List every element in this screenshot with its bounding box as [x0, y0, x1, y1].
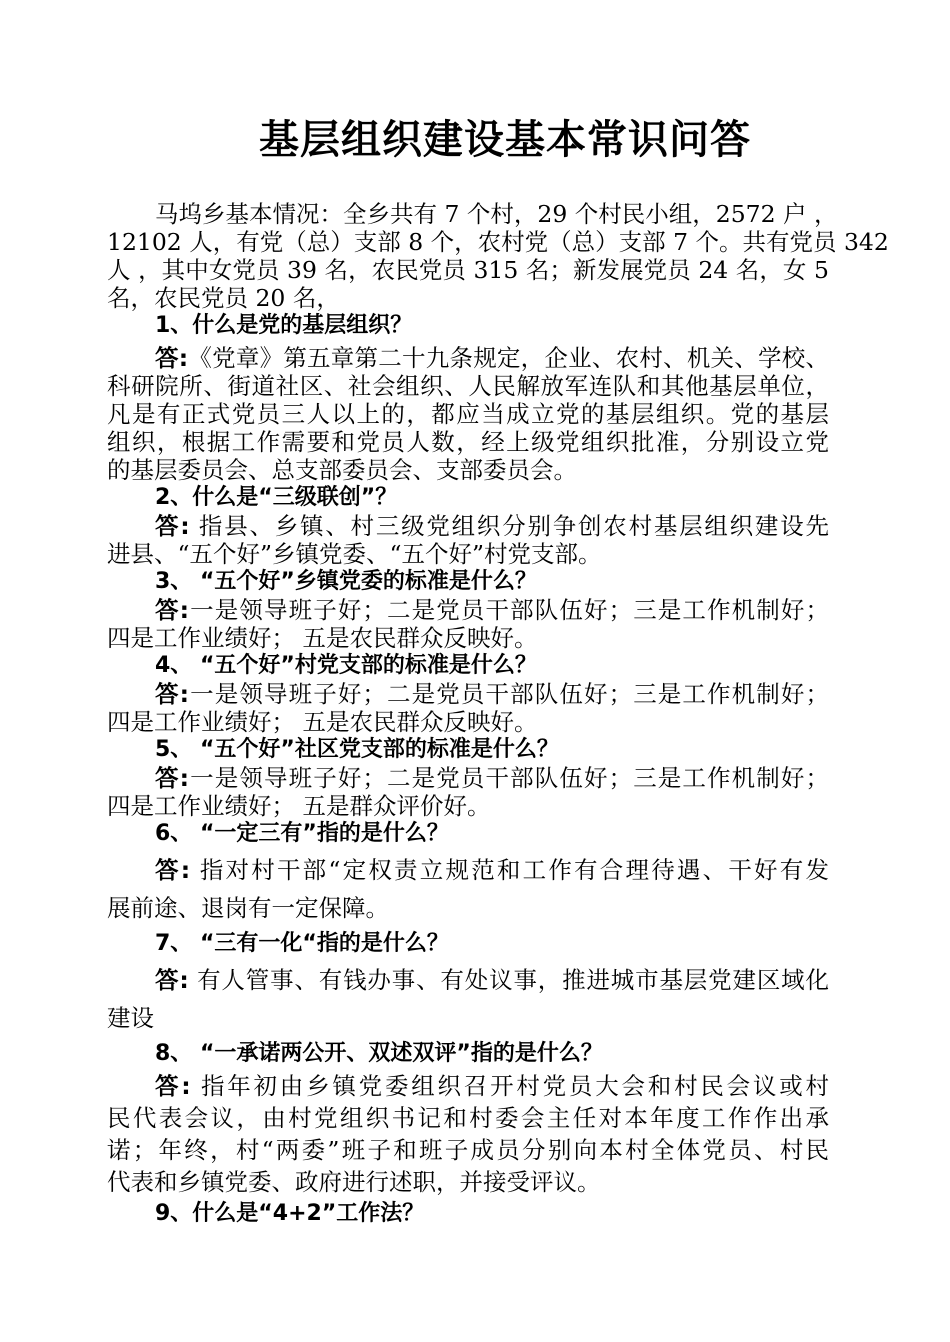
answer-1-line	[155, 344, 829, 372]
answer-text: 指县、乡镇、村三级党组织分别争创农村基层组织建设先	[198, 512, 829, 540]
answer-1-line: 组织，根据工作需要和党员人数，经上级党组织批准，分别设立党	[107, 428, 829, 456]
answer-2-line: 进县、“五个好”乡镇党委、“五个好”村党支部。	[107, 540, 602, 568]
answer-7-line: 建设	[107, 1004, 154, 1032]
question-9: 9、什么是“4+2”工作法？	[155, 1201, 425, 1226]
answer-8-line: 诺；年终，村“两委”班子和班子成员分别向本村全体党员、村民	[107, 1136, 829, 1164]
answer-5-line: 四是工作业绩好； 五是群众评价好。	[107, 792, 491, 820]
answer-1-line: 科研院所、街道社区、社会组织、人民解放军连队和其他基层单位，	[107, 372, 829, 400]
answer-label: 答:	[155, 596, 190, 624]
answer-text: 指年初由乡镇党委组织召开村党员大会和村民会议或村	[200, 1072, 829, 1100]
question-8: 8、 “一承诺两公开、双述双评”指的是什么？	[155, 1041, 603, 1066]
answer-label: 答:	[155, 512, 190, 540]
question-2: 2、什么是“三级联创”？	[155, 485, 398, 510]
answer-label: 答:	[155, 856, 191, 884]
answer-label: 答:	[155, 966, 189, 994]
answer-6-line	[155, 856, 829, 884]
answer-text: 一是领导班子好；二是党员干部队伍好；三是工作机制好；	[189, 680, 829, 708]
intro-line: 马坞乡基本情况：全乡共有 7 个村，29 个村民小组，2572 户 ，	[155, 200, 838, 228]
question-6: 6、 “一定三有”指的是什么？	[155, 821, 449, 846]
question-1: 1、什么是党的基层组织？	[155, 313, 413, 338]
answer-5-line	[155, 764, 829, 792]
answer-text: 《党章》第五章第二十九条规定，企业、农村、机关、学校、	[188, 344, 829, 372]
answer-text: 一是领导班子好；二是党员干部队伍好；三是工作机制好；	[189, 764, 829, 792]
answer-text: 有人管事、有钱办事、有处议事，推进城市基层党建区域化	[197, 966, 829, 994]
answer-text: 一是领导班子好；二是党员干部队伍好；三是工作机制好；	[189, 596, 829, 624]
answer-1-line: 的基层委员会、总支部委员会、支部委员会。	[107, 456, 577, 484]
answer-label: 答:	[155, 1072, 191, 1100]
answer-7-line	[155, 966, 829, 994]
question-4: 4、 “五个好”村党支部的标准是什么？	[155, 653, 537, 678]
answer-8-line: 民代表会议，由村党组织书记和村委会主任对本年度工作作出承	[107, 1104, 829, 1132]
answer-8-line: 代表和乡镇党委、政府进行述职，并接受评议。	[107, 1168, 601, 1196]
answer-8-line	[155, 1072, 829, 1100]
question-5: 5、 “五个好”社区党支部的标准是什么？	[155, 737, 559, 762]
answer-4-line	[155, 680, 829, 708]
answer-3-line: 四是工作业绩好； 五是农民群众反映好。	[107, 624, 538, 652]
answer-6-line: 展前途、退岗有一定保障。	[107, 894, 389, 922]
answer-label: 答:	[155, 344, 189, 372]
question-7: 7、 “三有一化“指的是什么？	[155, 931, 449, 956]
answer-label: 答:	[155, 680, 190, 708]
document-title: 基层组织建设基本常识问答	[259, 116, 751, 163]
answer-text: 指对村干部“定权责立规范和工作有合理待遇、干好有发	[199, 856, 829, 884]
answer-3-line	[155, 596, 829, 624]
intro-line: 人 ，其中女党员 39 名，农民党员 315 名；新发展党员 24 名，女 5	[107, 256, 829, 284]
answer-1-line: 凡是有正式党员三人以上的，都应当成立党的基层组织。党的基层	[107, 400, 829, 428]
intro-line: 12102 人，有党（总）支部 8 个，农村党（总）支部 7 个。共有党员 342	[107, 228, 889, 256]
answer-label: 答:	[155, 764, 190, 792]
question-3: 3、 “五个好”乡镇党委的标准是什么？	[155, 569, 537, 594]
intro-line: 名，农民党员 20 名，	[107, 284, 340, 312]
answer-2-line	[155, 512, 829, 540]
answer-4-line: 四是工作业绩好； 五是农民群众反映好。	[107, 708, 538, 736]
